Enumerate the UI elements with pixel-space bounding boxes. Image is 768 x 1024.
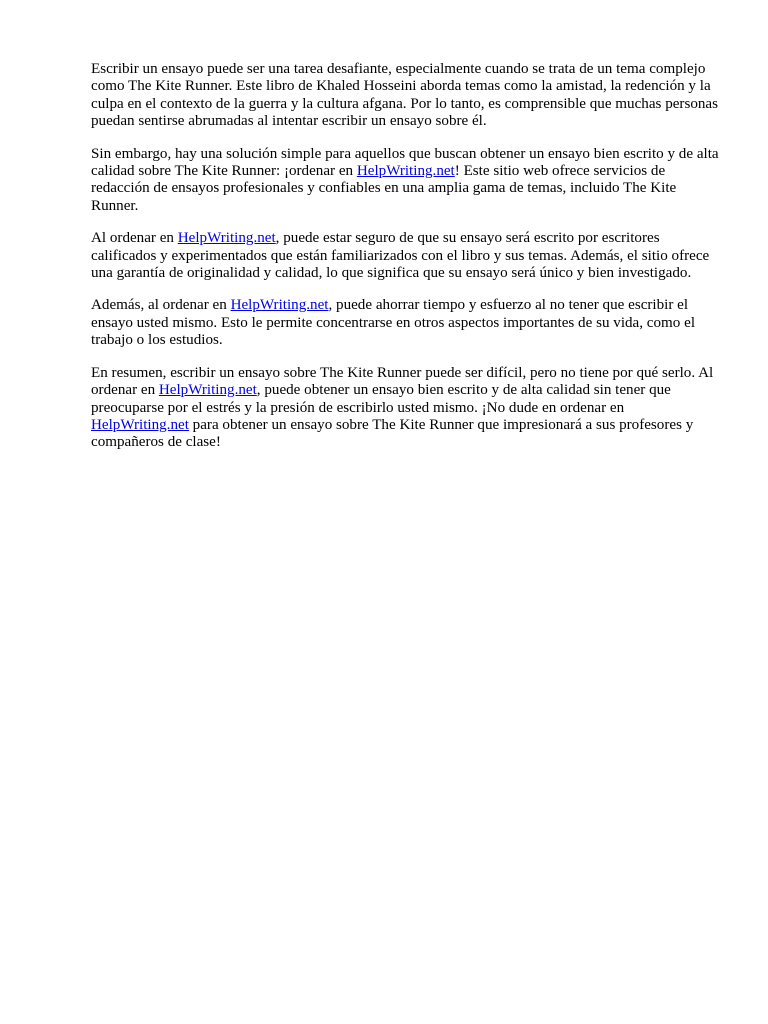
helpwriting-link[interactable]: HelpWriting.net: [230, 297, 329, 314]
paragraph-text-after: , puede estar seguro de que su ensayo será escrito por escritores calificados y experimentados que están familiarizados con el libro y sus temas. Además, el sitio ofrece una garantía de originalidad y calidad, lo que significa que su ensayo será único y bien investigado.: [91, 230, 710, 282]
paragraph-text-before: Sin embargo, hay una solución simple para aquellos que buscan obtener un ensayo bien escrito y de alta calidad sobre The Kite Runner: ¡ordenar en: [91, 145, 719, 180]
paragraph-text: Escribir un ensayo puede ser una tarea desafiante, especialmente cuando se trata de un tema complejo como The Kite Runner. Este libro de Khaled Hosseini aborda temas como la amistad, la redención y la culpa en el contexto de la guerra y la cultura afgana. Por lo tanto, es comprensible que muchas personas puedan sentirse abrumadas al intentar escribir un ensayo sobre él.: [91, 61, 719, 130]
paragraph-text-middle: , puede obtener un ensayo bien escrito y de alta calidad sin tener que preocuparse por el estrés y la presión de escribirlo usted mismo. ¡No dude en ordenar en: [91, 382, 671, 416]
paragraph-intro: [91, 61, 721, 131]
paragraph-time: [91, 297, 721, 349]
paragraph-quality: [91, 230, 721, 282]
helpwriting-link-second[interactable]: HelpWriting.net: [91, 416, 189, 433]
helpwriting-link[interactable]: HelpWriting.net: [158, 382, 257, 399]
document-page: [91, 61, 721, 467]
paragraph-text-before: Al ordenar en: [91, 230, 178, 247]
paragraph-solution: [91, 146, 721, 216]
helpwriting-link[interactable]: HelpWriting.net: [177, 230, 276, 247]
paragraph-text-before: Además, al ordenar en: [91, 297, 231, 314]
paragraph-text-before: En resumen, escribir un ensayo sobre The Kite Runner puede ser difícil, pero no tiene por qué serlo. Al ordenar en: [91, 364, 714, 399]
paragraph-text-after: ! Este sitio web ofrece servicios de redacción de ensayos profesionales y confiables en una amplia gama de temas, incluido The Kite Runner.: [91, 163, 677, 214]
helpwriting-link[interactable]: HelpWriting.net: [356, 163, 455, 180]
paragraph-text-after: , puede ahorrar tiempo y esfuerzo al no tener que escribir el ensayo usted mismo. Esto le permite concentrarse en otros aspectos importantes de su vida, como el trabajo o los estudios.: [91, 297, 696, 349]
paragraph-summary: [91, 365, 721, 452]
paragraph-text-after: para obtener un ensayo sobre The Kite Runner que impresionará a sus profesores y compañeros de clase!: [91, 416, 694, 451]
